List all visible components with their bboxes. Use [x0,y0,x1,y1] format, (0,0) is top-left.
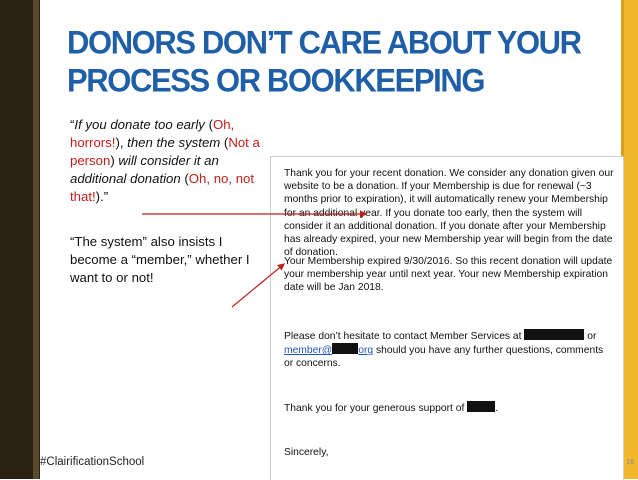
email-paragraph-2: Your Membership expired 9/30/2016. So this recent donation will update your membership year until next year. Your new Membership expiration date will be Jan 2018. [284,256,613,294]
arrow-to-membership-sentence [232,264,284,307]
quote-text: will consider it an additional donation [70,153,219,186]
quote-member-insist: “The system” also insists I become a “member,” whether I want to or not! [70,234,250,285]
email-thanks-period: . [495,403,499,414]
hashtag-footer: #ClairificationSchool [40,456,145,468]
email-contact-or: or [584,331,597,342]
email-thanks-text: Thank you for your generous support of [284,403,465,414]
quote-aside-red: Not a person [70,135,260,168]
quote-text: If you donate too early [74,117,205,132]
quote-aside-red: Oh, no, not that! [70,171,255,204]
email-contact-text: Please don’t hesitate to contact Member Services at [284,331,522,342]
quote-paren: ), [115,135,128,150]
email-link-part-2: org [358,345,374,357]
email-contact-rest: should you have any further questions, comments or concerns. [284,345,604,370]
slide-title-line-2: PROCESS OR BOOKKEEPING [67,62,485,99]
page-number: 16 [626,457,635,466]
quote-paren: ( [220,135,229,150]
quote-text: then the system [127,135,221,150]
quote-paren: ( [180,171,189,186]
email-link-part-1: member@ [284,345,333,357]
quote-paren: ( [204,117,213,132]
quote-close: ).” [95,189,109,204]
slide-title-line-1: DONORS DON’T CARE ABOUT YOUR [67,24,581,61]
email-paragraph-1: Thank you for your recent donation. We consider any donation given our website to be a donation. If your Membership is due for renewal (~3 months prior to expiration), it will automatically renew your Membership for an additional year. If you donate too early, then the system will consider it an additional donation. If you donate after your Membership has already expired, your new Membership year will begin from the date of donation. [284,168,614,259]
quote-aside-red: Oh, horrors! [70,117,235,150]
email-paragraph-5: Sincerely, [284,447,329,458]
quote-open-mark: “ [70,117,75,132]
quote-paren: ) [110,153,119,168]
